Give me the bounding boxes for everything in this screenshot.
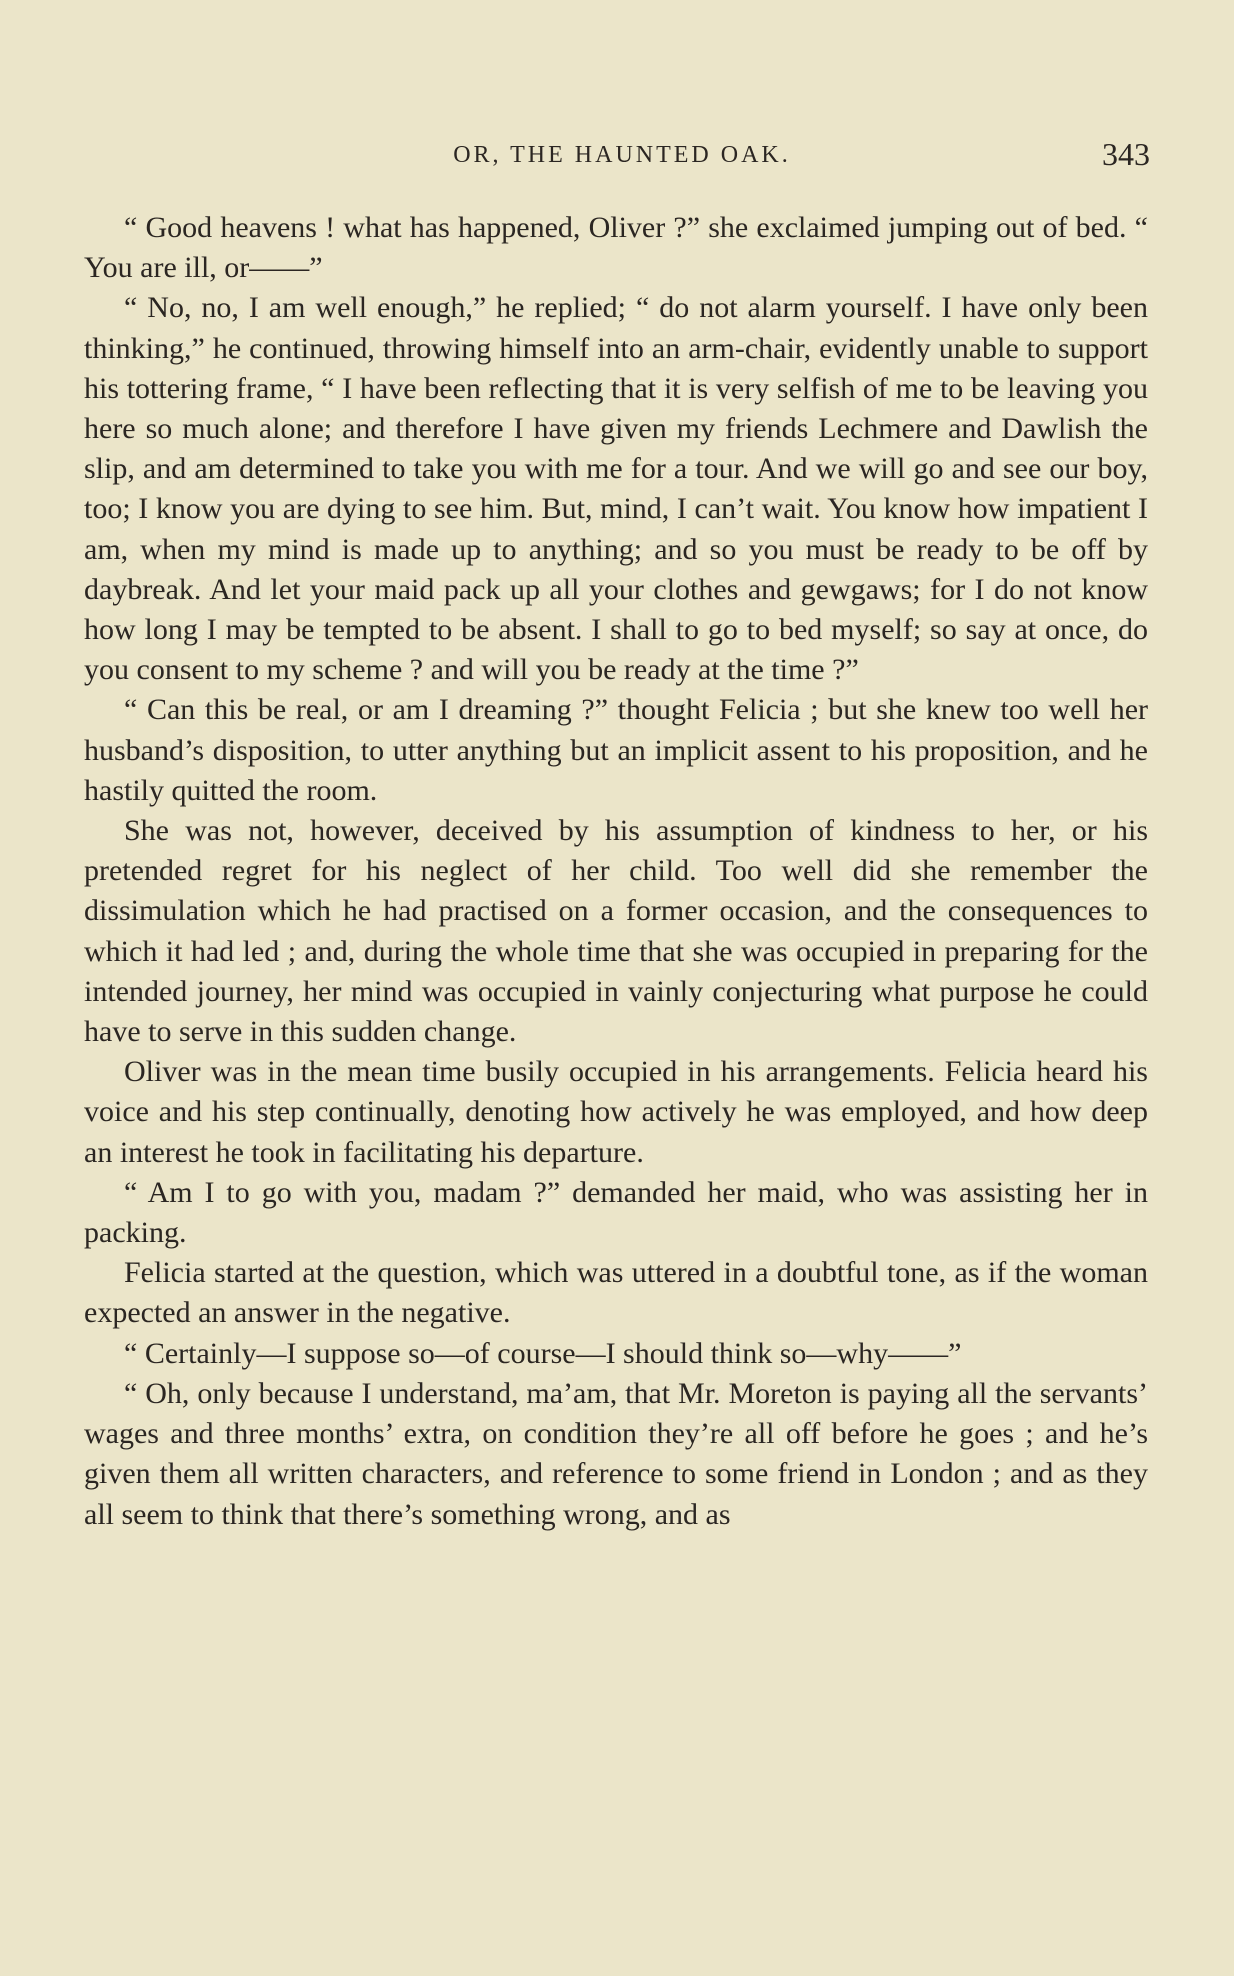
paragraph: “ Good heavens ! what has happened, Oliver ?” she exclaimed jumping out of bed. “ You are ill, or——” bbox=[84, 211, 1148, 285]
paragraph: She was not, however, deceived by his assumption of kindness to her, or his pretended regret for his neglect of her child. Too well did she remember the dissimulation which he had practised on a former occasion, and the consequences to which it had led ; and, during the whole time that she was occupied in preparing for the intended journey, her mind was occupied in vainly conjecturing what purpose he could have to serve in this sudden change. bbox=[84, 814, 1148, 1049]
paragraph: “ Oh, only because I understand, ma’am, that Mr. Moreton is paying all the servants’ wages and three months’ extra, on condition they’re all off before he goes ; and he’s given them all written characters, and reference to some friend in London ; and as they all seem to think that there’s something wrong, and as bbox=[84, 1376, 1148, 1531]
paragraph: “ Certainly—I suppose so—of course—I should think so—why——” bbox=[124, 1336, 962, 1370]
paragraph: “ No, no, I am well enough,” he replied; “ do not alarm yourself. I have only been thinking,” he continued, throwing himself into an arm-chair, evidently unable to support his tottering frame, “ I have been reflecting that it is very selfish of me to be leaving you here so much alone; and therefore I have given my friends Lechmere and Dawlish the slip, and am determined to take you with me for a tour. And we will go and see our boy, too; I know you are dying to see him. But, mind, I can’t wait. You know how impatient I am, when my mind is made up to anything; and so you must be ready to be off by daybreak. And let your maid pack up all your clothes and gewgaws; for I do not know how long I may be tempted to be absent. I shall to go to bed myself; so say at once, do you consent to my scheme ? and will you be ready at the time ?” bbox=[84, 291, 1148, 687]
paragraph: “ Am I to go with you, madam ?” demanded her maid, who was assisting her in packing. bbox=[84, 1175, 1148, 1250]
paragraph: Felicia started at the question, which was uttered in a doubtful tone, as if the woman expected an answer in the negative. bbox=[84, 1256, 1148, 1330]
paragraph: “ Can this be real, or am I dreaming ?” thought Felicia ; but she knew too well her husband’s disposition, to utter anything but an implicit assent to his proposition, and he hastily quitted the room. bbox=[84, 693, 1148, 807]
page-number: 343 bbox=[1102, 136, 1150, 172]
running-head: OR, THE HAUNTED OAK. bbox=[453, 142, 791, 168]
page-header bbox=[94, 136, 1150, 176]
paragraph: Oliver was in the mean time busily occupied in his arrangements. Felicia heard his voice and his step continually, denoting how actively he was employed, and how deep an interest he took in facilitating his departure. bbox=[84, 1055, 1148, 1169]
page-body bbox=[84, 208, 1148, 1535]
